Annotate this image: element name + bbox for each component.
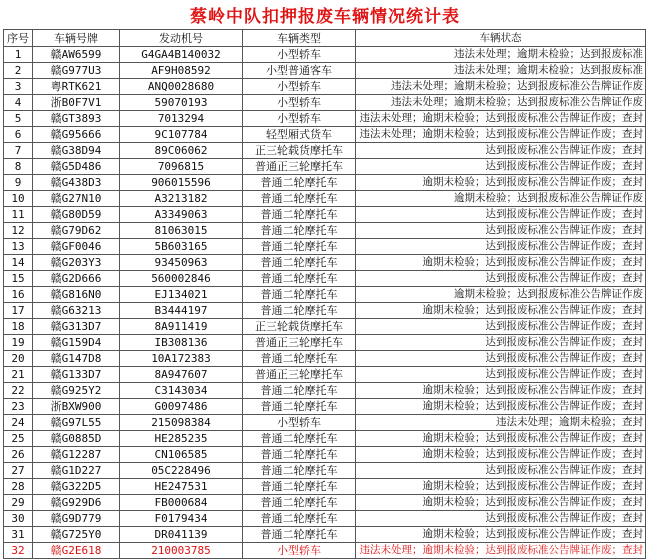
cell-status[interactable]: 逾期未检验；达到报废标准公告牌证作废；查封 (356, 255, 646, 271)
table-row (4, 127, 646, 143)
cell-engine[interactable]: G4GA4B140032 (120, 47, 243, 63)
cell-type[interactable]: 普通二轮摩托车 (243, 399, 356, 415)
cell-seq[interactable]: 31 (4, 527, 33, 543)
cell-engine[interactable]: 8A911419 (120, 319, 243, 335)
cell-plate[interactable]: 赣G133D7 (33, 367, 120, 383)
cell-engine[interactable]: C3143034 (120, 383, 243, 399)
cell-plate[interactable]: 赣G27N10 (33, 191, 120, 207)
cell-engine[interactable]: 906015596 (120, 175, 243, 191)
cell-plate[interactable]: 浙BXW900 (33, 399, 120, 415)
table-row (4, 527, 646, 543)
cell-status[interactable]: 逾期未检验；达到报废标准公告牌证作废；查封 (356, 447, 646, 463)
cell-plate[interactable]: 赣G12287 (33, 447, 120, 463)
cell-status[interactable]: 达到报废标准公告牌证作废；查封 (356, 271, 646, 287)
table-row (4, 175, 646, 191)
cell-status[interactable]: 违法未处理；逾期未检验；达到报废标准 (356, 63, 646, 79)
cell-type[interactable]: 普通二轮摩托车 (243, 287, 356, 303)
cell-plate[interactable]: 赣G80D59 (33, 207, 120, 223)
cell-seq[interactable]: 14 (4, 255, 33, 271)
cell-plate[interactable]: 赣G2D666 (33, 271, 120, 287)
cell-type[interactable]: 普通正三轮摩托车 (243, 159, 356, 175)
cell-engine[interactable]: 7013294 (120, 111, 243, 127)
cell-status[interactable]: 逾期未检验；达到报废标准公告牌证作废；查封 (356, 431, 646, 447)
cell-type[interactable]: 小型轿车 (243, 415, 356, 431)
cell-status[interactable]: 达到报废标准公告牌证作废；查封 (356, 351, 646, 367)
cell-engine[interactable]: EJ134021 (120, 287, 243, 303)
cell-seq[interactable]: 29 (4, 495, 33, 511)
table-row (4, 447, 646, 463)
table-row (4, 479, 646, 495)
cell-seq[interactable]: 27 (4, 463, 33, 479)
cell-plate[interactable]: 赣GT3893 (33, 111, 120, 127)
cell-type[interactable]: 小型轿车 (243, 47, 356, 63)
cell-status[interactable]: 达到报废标准公告牌证作废；查封 (356, 367, 646, 383)
cell-status[interactable]: 达到报废标准公告牌证作废；查封 (356, 239, 646, 255)
cell-seq[interactable]: 12 (4, 223, 33, 239)
cell-engine[interactable]: IB308136 (120, 335, 243, 351)
header-engine[interactable]: 发动机号 (120, 30, 243, 47)
cell-plate[interactable]: 赣G929D6 (33, 495, 120, 511)
cell-type[interactable]: 普通正三轮摩托车 (243, 367, 356, 383)
cell-plate[interactable]: 赣G5D486 (33, 159, 120, 175)
cell-seq[interactable]: 1 (4, 47, 33, 63)
table-row (4, 511, 646, 527)
cell-type[interactable]: 普通二轮摩托车 (243, 191, 356, 207)
cell-engine[interactable]: G0097486 (120, 399, 243, 415)
cell-plate[interactable]: 赣G438D3 (33, 175, 120, 191)
cell-seq[interactable]: 32 (4, 543, 33, 559)
table-row (4, 463, 646, 479)
cell-seq[interactable]: 26 (4, 447, 33, 463)
header-plate[interactable]: 车辆号牌 (33, 30, 120, 47)
cell-status[interactable]: 逾期未检验；达到报废标准公告牌证作废 (356, 287, 646, 303)
header-seq[interactable]: 序号 (4, 30, 33, 47)
table-row (4, 95, 646, 111)
cell-type[interactable]: 普通二轮摩托车 (243, 479, 356, 495)
cell-engine[interactable]: F0179434 (120, 511, 243, 527)
cell-engine[interactable]: A3213182 (120, 191, 243, 207)
table-row (4, 335, 646, 351)
cell-type[interactable]: 小型轿车 (243, 543, 356, 559)
cell-plate[interactable]: 赣G322D5 (33, 479, 120, 495)
cell-type[interactable]: 正三轮载货摩托车 (243, 143, 356, 159)
table-row (4, 255, 646, 271)
cell-status[interactable]: 逾期未检验；达到报废标准公告牌证作废 (356, 191, 646, 207)
cell-plate[interactable]: 赣G63213 (33, 303, 120, 319)
cell-type[interactable]: 轻型厢式货车 (243, 127, 356, 143)
cell-seq[interactable]: 20 (4, 351, 33, 367)
cell-plate[interactable]: 赣GF0046 (33, 239, 120, 255)
cell-seq[interactable]: 23 (4, 399, 33, 415)
cell-plate[interactable]: 赣G977U3 (33, 63, 120, 79)
cell-engine[interactable]: 5B603165 (120, 239, 243, 255)
cell-type[interactable]: 普通二轮摩托车 (243, 271, 356, 287)
table-body (4, 47, 646, 559)
cell-status[interactable]: 违法未处理；逾期未检验；查封 (356, 415, 646, 431)
table-row (4, 47, 646, 63)
cell-engine[interactable]: 210003785 (120, 543, 243, 559)
cell-engine[interactable]: 81063015 (120, 223, 243, 239)
cell-plate[interactable]: 赣G203Y3 (33, 255, 120, 271)
cell-type[interactable]: 普通二轮摩托车 (243, 511, 356, 527)
cell-plate[interactable]: 赣G816N0 (33, 287, 120, 303)
cell-seq[interactable]: 28 (4, 479, 33, 495)
cell-status[interactable]: 违法未处理；逾期未检验；达到报废标准公告牌证作废；查封 (356, 543, 646, 559)
cell-seq[interactable]: 24 (4, 415, 33, 431)
cell-plate[interactable]: 赣G313D7 (33, 319, 120, 335)
cell-status[interactable]: 达到报废标准公告牌证作废；查封 (356, 207, 646, 223)
cell-type[interactable]: 普通二轮摩托车 (243, 527, 356, 543)
table-row (4, 543, 646, 559)
cell-seq[interactable]: 17 (4, 303, 33, 319)
cell-seq[interactable]: 21 (4, 367, 33, 383)
cell-status[interactable]: 达到报废标准公告牌证作废；查封 (356, 223, 646, 239)
cell-engine[interactable]: B3444197 (120, 303, 243, 319)
cell-type[interactable]: 普通二轮摩托车 (243, 303, 356, 319)
cell-status[interactable]: 逾期未检验；达到报废标准公告牌证作废；查封 (356, 383, 646, 399)
cell-engine[interactable]: 560002846 (120, 271, 243, 287)
cell-seq[interactable]: 2 (4, 63, 33, 79)
cell-type[interactable]: 普通二轮摩托车 (243, 495, 356, 511)
cell-engine[interactable]: HE247531 (120, 479, 243, 495)
table-row (4, 207, 646, 223)
cell-seq[interactable]: 4 (4, 95, 33, 111)
cell-seq[interactable]: 6 (4, 127, 33, 143)
table-row (4, 271, 646, 287)
table-row (4, 191, 646, 207)
cell-engine[interactable]: CN106585 (120, 447, 243, 463)
cell-type[interactable]: 普通二轮摩托车 (243, 447, 356, 463)
cell-status[interactable]: 违法未处理；逾期未检验；达到报废标准 (356, 47, 646, 63)
cell-type[interactable]: 普通二轮摩托车 (243, 175, 356, 191)
cell-engine[interactable]: AF9H08592 (120, 63, 243, 79)
cell-seq[interactable]: 10 (4, 191, 33, 207)
cell-seq[interactable]: 30 (4, 511, 33, 527)
table-row (4, 111, 646, 127)
cell-seq[interactable]: 7 (4, 143, 33, 159)
vehicle-table (3, 29, 646, 559)
cell-engine[interactable]: 93450963 (120, 255, 243, 271)
table-row (4, 351, 646, 367)
cell-engine[interactable]: 05C228496 (120, 463, 243, 479)
cell-engine[interactable]: 9C107784 (120, 127, 243, 143)
table-row (4, 143, 646, 159)
cell-type[interactable]: 普通二轮摩托车 (243, 351, 356, 367)
table-row (4, 287, 646, 303)
table-row (4, 367, 646, 383)
cell-plate[interactable]: 赣G9D779 (33, 511, 120, 527)
cell-status[interactable]: 达到报废标准公告牌证作废；查封 (356, 319, 646, 335)
cell-engine[interactable]: 10A172383 (120, 351, 243, 367)
table-row (4, 223, 646, 239)
cell-type[interactable]: 普通二轮摩托车 (243, 383, 356, 399)
table-row (4, 79, 646, 95)
cell-plate[interactable]: 粤RTK621 (33, 79, 120, 95)
cell-plate[interactable]: 赣G159D4 (33, 335, 120, 351)
cell-engine[interactable]: 8A947607 (120, 367, 243, 383)
cell-engine[interactable]: 215098384 (120, 415, 243, 431)
cell-seq[interactable]: 5 (4, 111, 33, 127)
cell-status[interactable]: 违法未处理；逾期未检验；达到报废标准公告牌证作废 (356, 95, 646, 111)
cell-plate[interactable]: 赣G147D8 (33, 351, 120, 367)
cell-type[interactable]: 普通二轮摩托车 (243, 239, 356, 255)
cell-status[interactable]: 逾期未检验；达到报废标准公告牌证作废；查封 (356, 303, 646, 319)
cell-plate[interactable]: 赣G95666 (33, 127, 120, 143)
sheet-title: 蔡岭中队扣押报废车辆情况统计表 (190, 7, 460, 27)
cell-status[interactable]: 达到报废标准公告牌证作废；查封 (356, 143, 646, 159)
cell-seq[interactable]: 22 (4, 383, 33, 399)
table-row (4, 415, 646, 431)
cell-status[interactable]: 违法未处理；逾期未检验；达到报废标准公告牌证作废；查封 (356, 111, 646, 127)
table-row (4, 495, 646, 511)
cell-type[interactable]: 小型轿车 (243, 95, 356, 111)
cell-status[interactable]: 逾期未检验；达到报废标准公告牌证作废；查封 (356, 527, 646, 543)
cell-plate[interactable]: 浙B0F7V1 (33, 95, 120, 111)
table-row (4, 319, 646, 335)
cell-engine[interactable]: 89C06062 (120, 143, 243, 159)
cell-status[interactable]: 达到报废标准公告牌证作废；查封 (356, 463, 646, 479)
cell-plate[interactable]: 赣G1D227 (33, 463, 120, 479)
cell-plate[interactable]: 赣G725Y0 (33, 527, 120, 543)
cell-engine[interactable]: 7096815 (120, 159, 243, 175)
cell-seq[interactable]: 16 (4, 287, 33, 303)
cell-plate[interactable]: 赣G79D62 (33, 223, 120, 239)
cell-seq[interactable]: 18 (4, 319, 33, 335)
cell-engine[interactable]: HE285235 (120, 431, 243, 447)
cell-engine[interactable]: 59070193 (120, 95, 243, 111)
cell-status[interactable]: 逾期未检验；达到报废标准公告牌证作废；查封 (356, 495, 646, 511)
cell-engine[interactable]: A3349063 (120, 207, 243, 223)
cell-type[interactable]: 普通二轮摩托车 (243, 255, 356, 271)
cell-status[interactable]: 达到报废标准公告牌证作废；查封 (356, 159, 646, 175)
cell-seq[interactable]: 13 (4, 239, 33, 255)
cell-seq[interactable]: 25 (4, 431, 33, 447)
cell-seq[interactable]: 9 (4, 175, 33, 191)
cell-plate[interactable]: 赣G38D94 (33, 143, 120, 159)
table-row (4, 303, 646, 319)
cell-plate[interactable]: 赣G2E618 (33, 543, 120, 559)
cell-seq[interactable]: 11 (4, 207, 33, 223)
cell-seq[interactable]: 3 (4, 79, 33, 95)
cell-type[interactable]: 小型普通客车 (243, 63, 356, 79)
table-row (4, 383, 646, 399)
cell-seq[interactable]: 15 (4, 271, 33, 287)
cell-engine[interactable]: FB000684 (120, 495, 243, 511)
table-row (4, 159, 646, 175)
cell-status[interactable]: 逾期未检验；达到报废标准公告牌证作废；查封 (356, 399, 646, 415)
cell-plate[interactable]: 赣G0885D (33, 431, 120, 447)
cell-type[interactable]: 普通二轮摩托车 (243, 207, 356, 223)
cell-type[interactable]: 小型轿车 (243, 111, 356, 127)
cell-type[interactable]: 普通正三轮摩托车 (243, 335, 356, 351)
cell-type[interactable]: 小型轿车 (243, 79, 356, 95)
header-type[interactable]: 车辆类型 (243, 30, 356, 47)
table-row (4, 399, 646, 415)
cell-status[interactable]: 逾期未检验；达到报废标准公告牌证作废；查封 (356, 175, 646, 191)
cell-status[interactable]: 达到报废标准公告牌证作废；查封 (356, 511, 646, 527)
cell-status[interactable]: 违法未处理；逾期未检验；达到报废标准公告牌证作废；查封 (356, 127, 646, 143)
cell-status[interactable]: 违法未处理；逾期未检验；达到报废标准公告牌证作废 (356, 79, 646, 95)
cell-type[interactable]: 普通二轮摩托车 (243, 463, 356, 479)
cell-plate[interactable]: 赣G925Y2 (33, 383, 120, 399)
cell-type[interactable]: 普通二轮摩托车 (243, 431, 356, 447)
table-row (4, 239, 646, 255)
table-header-row (4, 30, 646, 47)
table-row (4, 431, 646, 447)
cell-type[interactable]: 普通二轮摩托车 (243, 223, 356, 239)
cell-plate[interactable]: 赣G97L55 (33, 415, 120, 431)
cell-status[interactable]: 逾期未检验；达到报废标准公告牌证作废；查封 (356, 479, 646, 495)
cell-engine[interactable]: DR041139 (120, 527, 243, 543)
header-status[interactable]: 车辆状态 (356, 30, 646, 47)
cell-seq[interactable]: 19 (4, 335, 33, 351)
cell-plate[interactable]: 赣AW6599 (33, 47, 120, 63)
cell-status[interactable]: 达到报废标准公告牌证作废；查封 (356, 335, 646, 351)
cell-type[interactable]: 正三轮载货摩托车 (243, 319, 356, 335)
table-row (4, 63, 646, 79)
cell-engine[interactable]: ANQ0028680 (120, 79, 243, 95)
cell-seq[interactable]: 8 (4, 159, 33, 175)
